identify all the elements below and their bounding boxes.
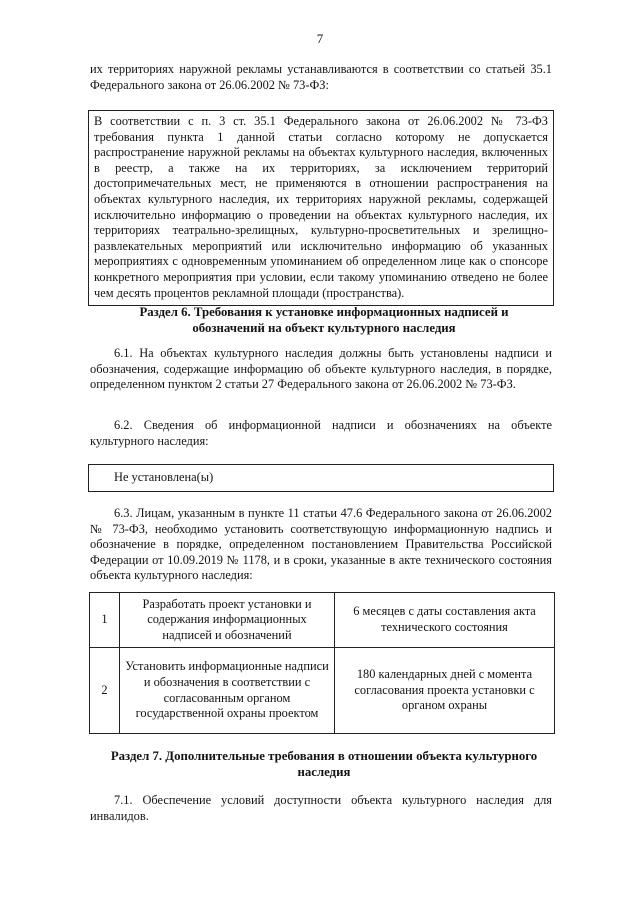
section-6-heading: Раздел 6. Требования к установке информационных надписей и обозначений на объект культурного наследия <box>139 305 509 335</box>
paragraph-6-1: 6.1. На объектах культурного наследия должны быть установлены надписи и обозначения, содержащие информацию об объекте культурного наследия, в порядке, определенном пунктом 2 статьи 27 Федерального закона от 26.06.2002 № 73-ФЗ. <box>90 346 552 392</box>
action-cell: Разработать проект установки и содержания информационных надписей и обозначений <box>120 593 335 648</box>
action-cell: Установить информационные надписи и обозначения в соответствии с согласованным органом государственной охраны проектом <box>120 648 335 734</box>
row-number-cell: 2 <box>90 648 120 734</box>
paragraph-7-1: 7.1. Обеспечение условий доступности объекта культурного наследия для инвалидов. <box>90 793 552 823</box>
deadline-cell: 180 календарных дней с момента согласования проекта установки с органом охраны <box>335 648 555 734</box>
page-number: 7 <box>316 31 324 46</box>
row-number-cell: 1 <box>90 593 120 648</box>
paragraph-6-3: 6.3. Лицам, указанным в пункте 11 статьи 47.6 Федерального закона от 26.06.2002 № 73-ФЗ, необходимо установить соответствующую информационную надпись и обозначение в порядке, определенном постановлением Правительства Российской Федерации от 10.09.2019 № 1178, и в сроки, указанные в акте технического состояния объекта культурного наследия: <box>90 506 552 583</box>
section-7-heading: Раздел 7. Дополнительные требования в отношении объекта культурного наследия <box>110 749 538 779</box>
intro-paragraph: их территориях наружной рекламы устанавливаются в соответствии со статьей 35.1 Федерального закона от 26.06.2002 № 73-ФЗ: <box>90 62 552 92</box>
requirements-table <box>89 592 555 734</box>
paragraph-6-2: 6.2. Сведения об информационной надписи и обозначениях на объекте культурного наследия: <box>90 418 552 448</box>
advertising-law-quote-box: В соответствии с п. 3 ст. 35.1 Федерального закона от 26.06.2002 № 73-ФЗ требования пункта 1 данной статьи согласно которому не допускается распространение наружной рекламы на объектах культурного наследия, включенных в реестр, а также на их территориях, за исключением территорий достопримечательных мест, не применяются в отношении распространения на объектах культурного наследия, их территориях наружной рекламы, содержащей исключительно информацию о проведении на объектах культурного наследия, их территориях театрально-зрелищных, культурно-просветительных и зрелищно-развлекательных мероприятий или исключительно информацию об указанных мероприятиях с одновременным упоминанием об определенном лице как о спонсоре конкретного мероприятия при условии, если такому упоминанию отведено не более чем десять процентов рекламной площади (пространства). <box>88 110 554 306</box>
table-row <box>90 648 555 734</box>
table-row <box>90 593 555 648</box>
inscription-status-box: Не установлена(ы) <box>88 464 554 492</box>
deadline-cell: 6 месяцев с даты составления акта технического состояния <box>335 593 555 648</box>
